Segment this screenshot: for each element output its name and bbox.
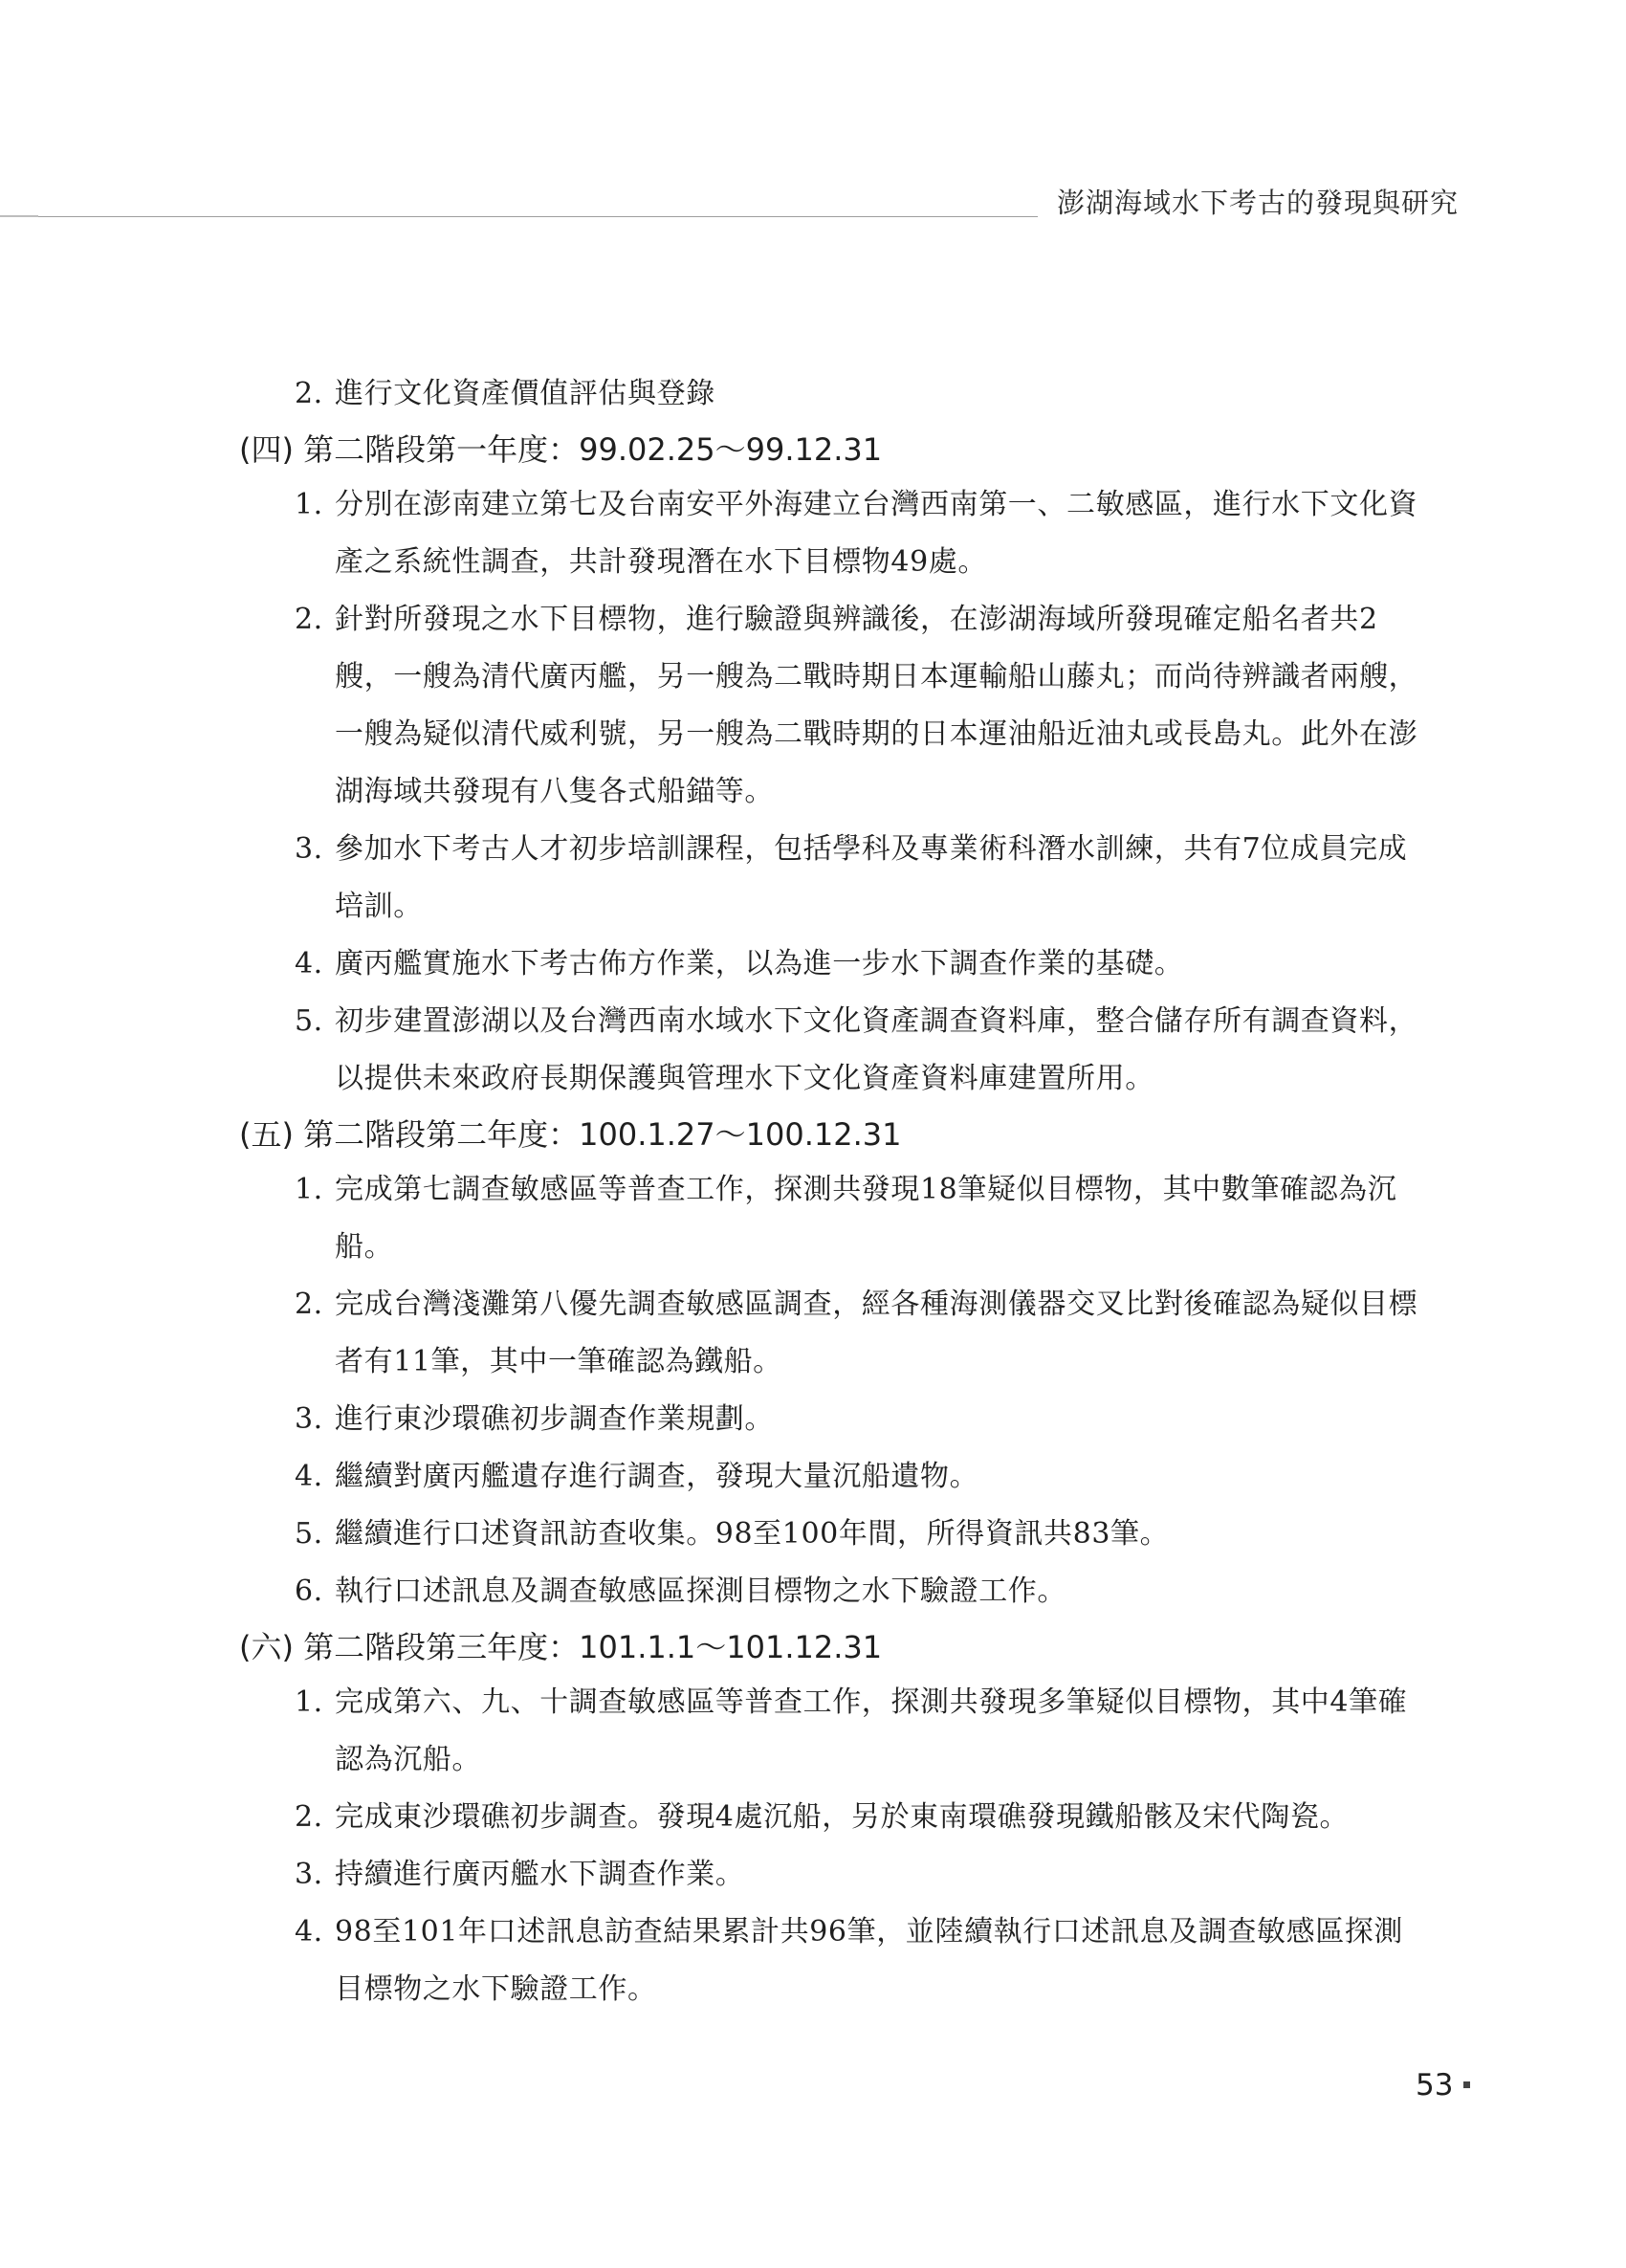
list-item — [239, 476, 1425, 591]
list-item — [239, 993, 1425, 1108]
list-item — [239, 1448, 1425, 1506]
list-item — [239, 1161, 1425, 1276]
item-text: 完成第七調查敏感區等普查工作，探測共發現18筆疑似目標物，其中數筆確認為沉船。 — [335, 1173, 1397, 1264]
item-number: 4. — [295, 947, 323, 980]
header-rule-accent — [0, 215, 38, 217]
list-item — [239, 1846, 1425, 1904]
page-body — [239, 365, 1444, 2018]
item-text: 完成第六、九、十調查敏感區等普查工作，探測共發現多筆疑似目標物，其中4筆確認為沉船。 — [335, 1685, 1408, 1776]
item-text: 持續進行廣丙艦水下調查作業。 — [335, 1858, 745, 1891]
section-heading: (四) 第二階段第一年度：99.02.25～99.12.31 — [239, 431, 883, 468]
list-item — [239, 1904, 1425, 2018]
item-number: 5. — [295, 1004, 323, 1038]
item-text: 執行口述訊息及調查敏感區探測目標物之水下驗證工作。 — [335, 1574, 1066, 1608]
item-number: 1. — [295, 1173, 323, 1206]
list-item — [239, 936, 1425, 993]
section-heading: (六) 第二階段第三年度：101.1.1～101.12.31 — [239, 1629, 883, 1665]
item-number: 3. — [295, 1858, 323, 1891]
item-number: 3. — [295, 832, 323, 866]
item-text: 針對所發現之水下目標物，進行驗證與辨識後，在澎湖海域所發現確定船名者共2艘，一艘為清代廣丙艦，另一艘為二戰時期日本運輸船山藤丸；而尚待辨識者兩艘，一艘為疑似清代威利號，另一艘為二戰時期的日本運油船近油丸或長島丸。此外在澎湖海域共發現有八隻各式船錨等。 — [335, 603, 1418, 808]
item-number: 2. — [295, 1800, 323, 1834]
list-item — [239, 1506, 1425, 1563]
list-item — [239, 1276, 1425, 1391]
item-number: 4. — [295, 1460, 323, 1493]
list-item — [239, 1674, 1425, 1789]
item-text: 進行文化資產價值評估與登錄 — [335, 377, 715, 410]
section-heading: (五) 第二階段第二年度：100.1.27～100.12.31 — [239, 1116, 902, 1153]
item-text: 完成東沙環礁初步調查。發現4處沉船，另於東南環礁發現鐵船骸及宋代陶瓷。 — [335, 1800, 1350, 1834]
header-rule — [38, 216, 1038, 217]
item-text: 繼續進行口述資訊訪查收集。98至100年間，所得資訊共83筆。 — [335, 1517, 1170, 1551]
list-item — [239, 1789, 1425, 1846]
item-text: 參加水下考古人才初步培訓課程，包括學科及專業術科潛水訓練，共有7位成員完成培訓。 — [335, 832, 1408, 923]
item-text: 完成台灣淺灘第八優先調查敏感區調查，經各種海測儀器交叉比對後確認為疑似目標者有11筆，其中一筆確認為鐵船。 — [335, 1288, 1418, 1378]
item-text: 進行東沙環礁初步調查作業規劃。 — [335, 1402, 774, 1436]
item-text: 分別在澎南建立第七及台南安平外海建立台灣西南第一、二敏感區，進行水下文化資產之系統性調查，共計發現潛在水下目標物49處。 — [335, 488, 1418, 579]
item-number: 1. — [295, 488, 323, 521]
list-item — [239, 365, 1425, 423]
list-item — [239, 821, 1425, 936]
item-text: 初步建置澎湖以及台灣西南水域水下文化資產調查資料庫，整合儲存所有調查資料，以提供未來政府長期保護與管理水下文化資產資料庫建置所用。 — [335, 1004, 1418, 1095]
item-number: 2. — [295, 377, 323, 410]
list-item — [239, 1391, 1425, 1448]
item-number: 1. — [295, 1685, 323, 1719]
running-title: 澎湖海域水下考古的發現與研究 — [1056, 187, 1459, 219]
item-number: 2. — [295, 603, 323, 636]
item-number: 4. — [295, 1915, 323, 1949]
item-number: 3. — [295, 1402, 323, 1436]
item-text: 98至101年口述訊息訪查結果累計共96筆，並陸續執行口述訊息及調查敏感區探測目標物之水下驗證工作。 — [335, 1915, 1404, 2006]
list-item — [239, 591, 1425, 821]
page-number: 53 — [1416, 2068, 1454, 2103]
item-number: 5. — [295, 1517, 323, 1551]
item-text: 繼續對廣丙艦遺存進行調查，發現大量沉船遺物。 — [335, 1460, 979, 1493]
item-number: 2. — [295, 1288, 323, 1321]
item-text: 廣丙艦實施水下考古佈方作業，以為進一步水下調查作業的基礎。 — [335, 947, 1184, 980]
list-item — [239, 1563, 1425, 1620]
page-number-square-icon — [1463, 2081, 1470, 2088]
item-number: 6. — [295, 1574, 323, 1608]
